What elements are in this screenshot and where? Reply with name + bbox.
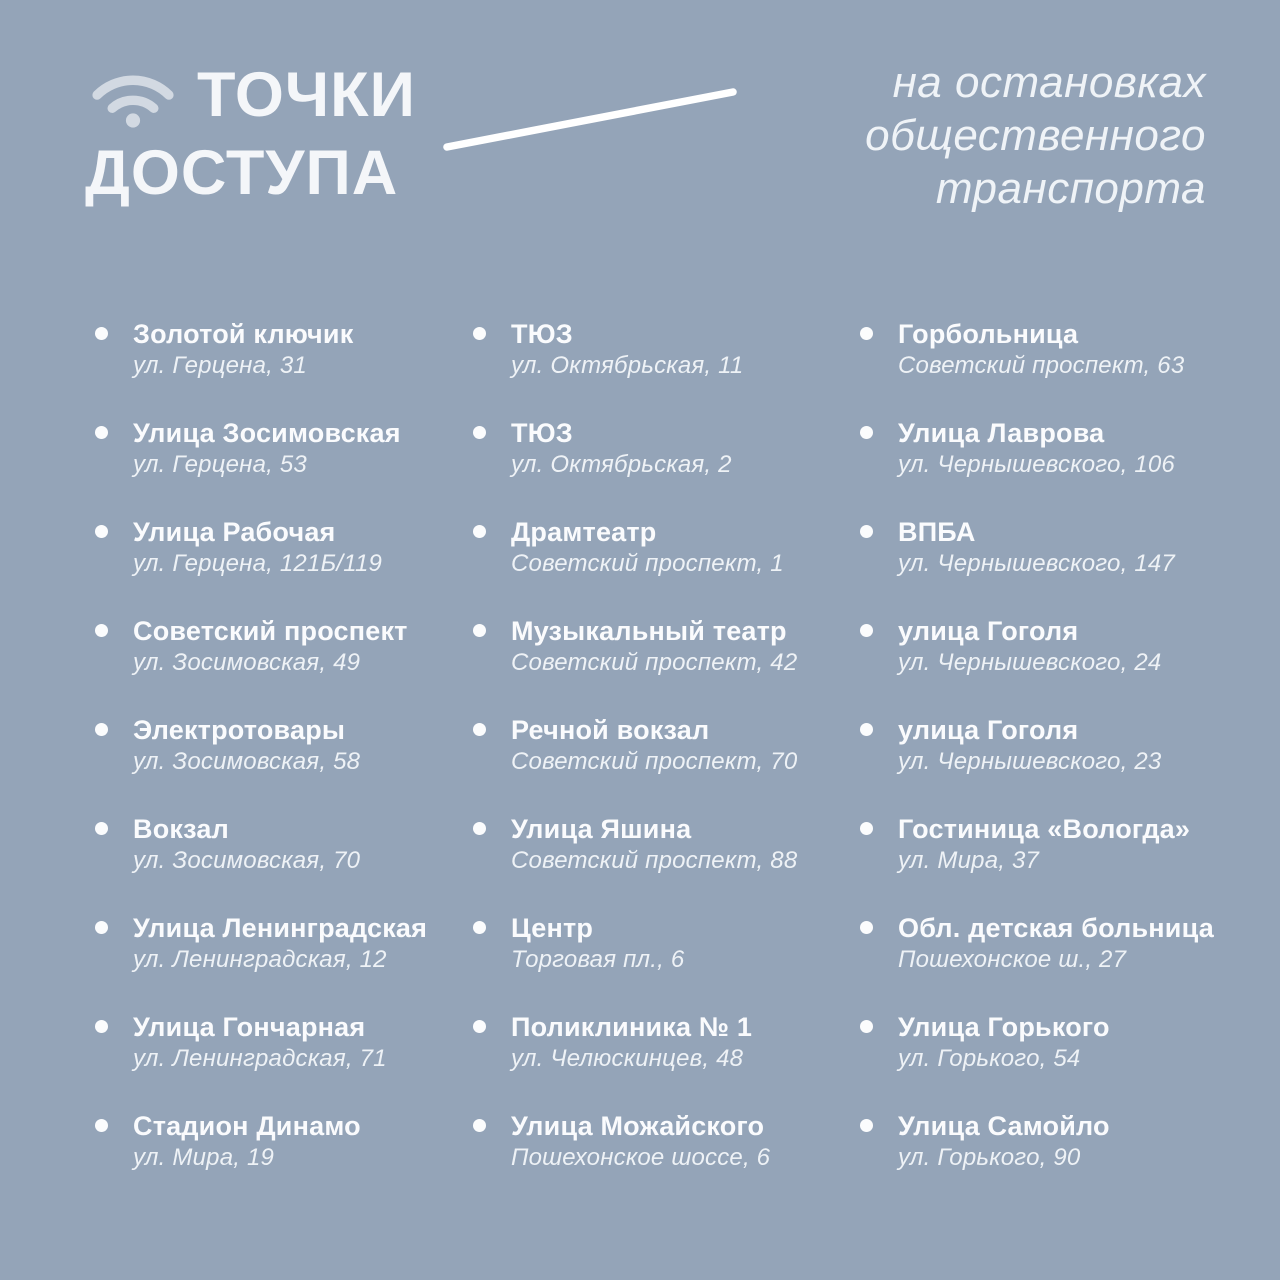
list-item [95,516,473,580]
stop-address: Советский проспект, 42 [511,649,798,676]
bullet-icon [860,723,873,736]
title-line-1: ТОЧКИ [197,60,416,130]
stop-address: Торговая пл., 6 [511,946,685,973]
diagonal-line-divider [438,80,740,156]
bullet-icon [473,327,486,340]
stop-name: улица Гоголя [898,715,1079,745]
stop-name: Центр [511,913,594,943]
bullet-icon [95,327,108,340]
bullet-icon [860,426,873,439]
stop-name: ТЮЗ [511,418,573,448]
stop-name: Улица Рабочая [133,517,336,547]
stop-name: Стадион Динамо [133,1111,361,1141]
stop-address: Пошехонское ш., 27 [898,946,1127,973]
bullet-icon [95,723,108,736]
list-item [860,516,1240,580]
bullet-icon [860,525,873,538]
stop-name: Гостиница «Вологда» [898,814,1191,844]
stop-name: Улица Самойло [898,1111,1110,1141]
list-item [473,714,860,778]
list-item [95,318,473,382]
stop-address: Пошехонское шоссе, 6 [511,1144,771,1171]
bullet-icon [473,624,486,637]
stop-address: ул. Мира, 19 [133,1144,275,1171]
list-item [473,318,860,382]
bullet-icon [860,1119,873,1132]
list-item [95,1011,473,1075]
stop-name: Улица Гончарная [133,1012,366,1042]
bullet-icon [473,1119,486,1132]
list-item [95,1110,473,1174]
stop-name: Улица Лаврова [898,418,1105,448]
stop-name: улица Гоголя [898,616,1079,646]
column-2 [473,318,860,1209]
list-item [95,912,473,976]
list-item [860,1011,1240,1075]
stop-name: Золотой ключик [133,319,354,349]
bullet-icon [473,822,486,835]
stop-address: ул. Челюскинцев, 48 [511,1045,744,1072]
subtitle-line-2: общественного [865,111,1206,160]
stop-address: ул. Горького, 90 [898,1144,1081,1171]
bullet-icon [95,822,108,835]
wifi-icon [85,61,181,129]
list-item [473,912,860,976]
stop-name: Драмтеатр [511,517,657,547]
bullet-icon [473,723,486,736]
list-item [95,714,473,778]
stop-name: Улица Зосимовская [133,418,401,448]
list-item [860,615,1240,679]
stop-address: ул. Чернышевского, 24 [898,649,1162,676]
list-item [473,813,860,877]
list-item [860,1110,1240,1174]
stop-name: Вокзал [133,814,229,844]
stop-name: Улица Ленинградская [133,913,428,943]
bullet-icon [860,1020,873,1033]
stop-name: Электротовары [133,715,346,745]
stop-name: ТЮЗ [511,319,573,349]
stop-address: ул. Герцена, 31 [133,352,307,379]
bullet-icon [473,525,486,538]
stop-address: Советский проспект, 1 [511,550,784,577]
list-item [860,417,1240,481]
bullet-icon [95,1119,108,1132]
stop-name: Музыкальный театр [511,616,787,646]
list-item [95,615,473,679]
bullet-icon [95,525,108,538]
stop-address: ул. Горького, 54 [898,1045,1081,1072]
stop-address: ул. Ленинградская, 12 [133,946,387,973]
stop-address: ул. Зосимовская, 70 [133,847,361,874]
bullet-icon [860,921,873,934]
bullet-icon [860,327,873,340]
stop-address: Советский проспект, 70 [511,748,798,775]
list-item [95,417,473,481]
bullet-icon [95,624,108,637]
page-title [85,56,416,212]
stop-address: ул. Чернышевского, 106 [898,451,1175,478]
column-1 [95,318,473,1209]
stop-address: ул. Ленинградская, 71 [133,1045,387,1072]
list-item [95,813,473,877]
access-points-list [95,318,1240,1209]
stop-name: Улица Горького [898,1012,1110,1042]
stop-address: ул. Зосимовская, 49 [133,649,361,676]
stop-name: Горбольница [898,319,1079,349]
list-item [473,1110,860,1174]
bullet-icon [473,426,486,439]
bullet-icon [860,822,873,835]
stop-address: Советский проспект, 88 [511,847,798,874]
subtitle-line-3: транспорта [935,164,1206,213]
stop-name: Улица Яшина [511,814,692,844]
list-item [473,615,860,679]
bullet-icon [473,921,486,934]
list-item [473,417,860,481]
stop-name: Речной вокзал [511,715,710,745]
list-item [860,813,1240,877]
stop-address: ул. Чернышевского, 23 [898,748,1162,775]
stop-address: ул. Чернышевского, 147 [898,550,1175,577]
stop-address: ул. Герцена, 121Б/119 [133,550,383,577]
column-3 [860,318,1240,1209]
bullet-icon [473,1020,486,1033]
stop-name: Улица Можайского [511,1111,765,1141]
bullet-icon [95,1020,108,1033]
stop-address: ул. Герцена, 53 [133,451,307,478]
stop-address: ул. Мира, 37 [898,847,1040,874]
list-item [473,516,860,580]
stop-name: Обл. детская больница [898,913,1214,943]
list-item [860,318,1240,382]
stop-address: ул. Октябрьская, 2 [511,451,732,478]
stop-address: ул. Зосимовская, 58 [133,748,361,775]
list-item [473,1011,860,1075]
bullet-icon [95,921,108,934]
subtitle [865,56,1206,215]
list-item [860,714,1240,778]
stop-name: ВПБА [898,517,976,547]
stop-address: ул. Октябрьская, 11 [511,352,744,379]
subtitle-line-1: на остановках [892,58,1206,107]
stop-name: Поликлиника № 1 [511,1012,753,1042]
bullet-icon [860,624,873,637]
stop-address: Советский проспект, 63 [898,352,1185,379]
title-line-2: ДОСТУПА [85,138,399,208]
stop-name: Советский проспект [133,616,408,646]
list-item [860,912,1240,976]
bullet-icon [95,426,108,439]
